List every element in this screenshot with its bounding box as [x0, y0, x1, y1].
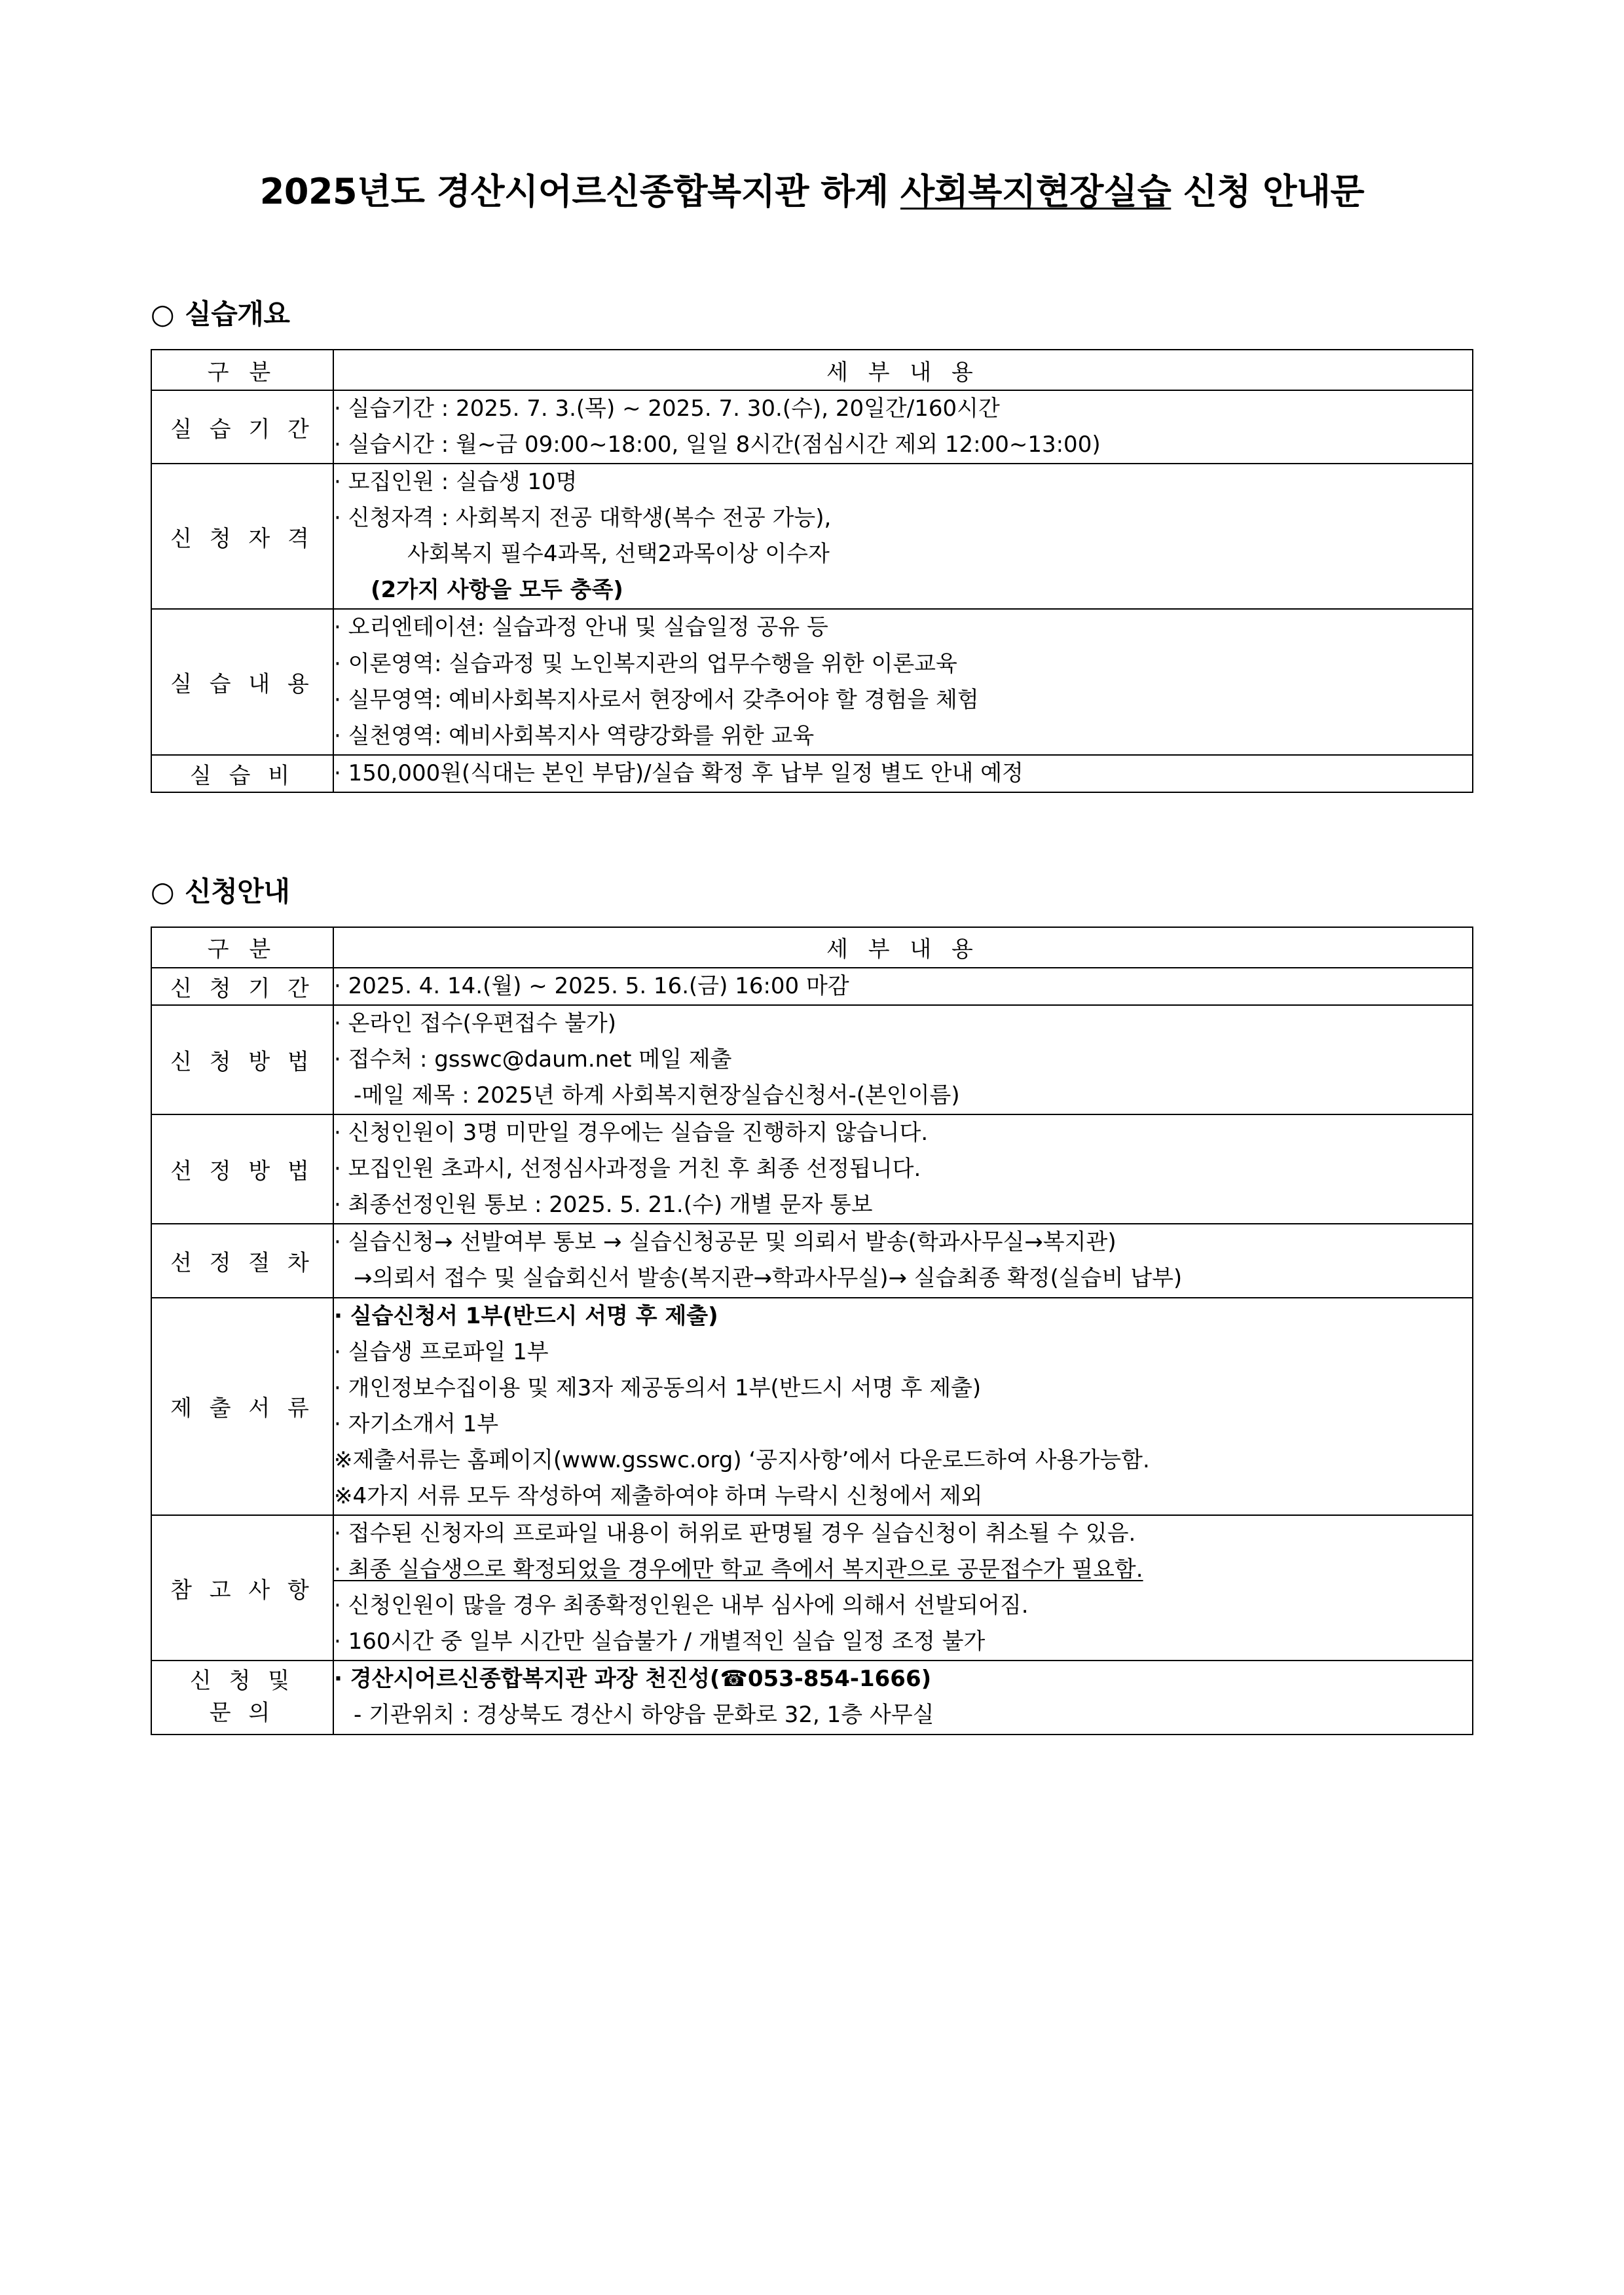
detail-line: · 실습신청→ 선발여부 통보 → 실습신청공문 및 의뢰서 발송(학과사무실→복지관) — [334, 1229, 1116, 1256]
row-detail-content — [333, 609, 1473, 754]
table-row — [151, 1661, 1473, 1734]
detail-line: · 자기소개서 1부 — [334, 1410, 499, 1437]
detail-line: · 온라인 접수(우편접수 불가) — [334, 1010, 617, 1037]
detail-line-address: - 기관위치 : 경상북도 경산시 하양읍 문화로 32, 1층 사무실 — [354, 1702, 934, 1729]
row-label-contact-line1: 신 청 및 — [189, 1668, 295, 1695]
detail-line-email: · 접수처 : gsswc@daum.net 메일 제출 — [334, 1046, 732, 1073]
table-row — [151, 1114, 1473, 1224]
table-header-row — [151, 350, 1473, 390]
detail-line: · 2025. 4. 14.(월) ~ 2025. 5. 16.(금) 16:00 마감 — [334, 972, 849, 999]
header-cell-category: 구 분 — [151, 927, 333, 968]
overview-table — [151, 349, 1473, 793]
section-heading-label: 실습개요 — [185, 298, 290, 330]
table-header-row — [151, 927, 1473, 968]
detail-line: · 150,000원(식대는 본인 부담)/실습 확정 후 납부 일정 별도 안내 예정 — [334, 760, 1024, 786]
header-cell-details: 세 부 내 용 — [333, 927, 1473, 968]
title-underlined: 사회복지현장실습 — [900, 171, 1172, 212]
detail-line: · 실습기간 : 2025. 7. 3.(목) ~ 2025. 7. 30.(수), 20일간/160시간 — [334, 395, 1000, 422]
row-detail-apply-period — [333, 968, 1473, 1005]
row-label-contact — [151, 1661, 333, 1734]
table-row — [151, 755, 1473, 792]
row-label-documents: 제 출 서 류 — [151, 1298, 333, 1515]
table-row — [151, 464, 1473, 609]
row-detail-fee — [333, 755, 1473, 792]
title-prefix: 2025년도 경산시어르신종합복지관 하계 — [259, 171, 900, 212]
detail-line: · 최종선정인원 통보 : 2025. 5. 21.(수) 개별 문자 통보 — [334, 1192, 873, 1219]
table-row — [151, 1224, 1473, 1297]
row-detail-documents — [333, 1298, 1473, 1515]
ring-bullet-icon: ○ — [151, 298, 175, 330]
row-label-fee: 실 습 비 — [151, 755, 333, 792]
detail-line: · 최종 실습생으로 확정되었을 경우에만 학교 측에서 복지관으로 공문접수가 필요함. — [334, 1556, 1143, 1583]
detail-line: →의뢰서 접수 및 실습회신서 발송(복지관→학과사무실)→ 실습최종 확정(실습비 납부) — [354, 1265, 1183, 1292]
detail-line: · 신청인원이 3명 미만일 경우에는 실습을 진행하지 않습니다. — [334, 1120, 929, 1147]
detail-line: · 160시간 중 일부 시간만 실습불가 / 개별적인 실습 일정 조정 불가 — [334, 1628, 986, 1655]
row-detail-notes — [333, 1515, 1473, 1661]
detail-line: 사회복지 필수4과목, 선택2과목이상 이수자 — [407, 541, 830, 568]
row-label-apply-method: 신 청 방 법 — [151, 1005, 333, 1114]
header-cell-details: 세 부 내 용 — [333, 350, 1473, 390]
row-detail-contact — [333, 1661, 1473, 1734]
header-cell-category: 구 분 — [151, 350, 333, 390]
ring-bullet-icon: ○ — [151, 875, 175, 908]
row-label-eligibility: 신 청 자 격 — [151, 464, 333, 609]
row-label-contact-line2: 문 의 — [209, 1700, 276, 1727]
table-row — [151, 1515, 1473, 1661]
table-row — [151, 390, 1473, 464]
section-heading-application — [151, 870, 1473, 909]
detail-line: · 모집인원 : 실습생 10명 — [334, 469, 578, 496]
row-label-notes: 참 고 사 항 — [151, 1515, 333, 1661]
detail-line: · 개인정보수집이용 및 제3자 제공동의서 1부(반드시 서명 후 제출) — [334, 1374, 982, 1401]
detail-line: · 신청자격 : 사회복지 전공 대학생(복수 전공 가능), — [334, 505, 832, 532]
detail-line: · 실습시간 : 월~금 09:00~18:00, 일일 8시간(점심시간 제외 12:00~13:00) — [334, 431, 1101, 458]
section-heading-label: 신청안내 — [185, 875, 290, 908]
application-table — [151, 927, 1473, 1735]
detail-line: · 실습신청서 1부(반드시 서명 후 제출) — [334, 1302, 718, 1329]
row-detail-selection-method — [333, 1114, 1473, 1224]
table-row — [151, 1298, 1473, 1515]
detail-line-note: ※제출서류는 홈페이지(www.gsswc.org) ‘공지사항’에서 다운로드하여 사용가능함. — [334, 1446, 1150, 1473]
row-detail-selection-process — [333, 1224, 1473, 1297]
table-row — [151, 609, 1473, 754]
detail-line: · 신청인원이 많을 경우 최종확정인원은 내부 심사에 의해서 선발되어짐. — [334, 1592, 1029, 1619]
row-label-apply-period: 신 청 기 간 — [151, 968, 333, 1005]
detail-line: · 실무영역: 예비사회복지사로서 현장에서 갖추어야 할 경험을 체험 — [334, 686, 979, 713]
row-detail-period — [333, 390, 1473, 464]
row-label-content: 실 습 내 용 — [151, 609, 333, 754]
detail-line: · 오리엔테이션: 실습과정 안내 및 실습일정 공유 등 — [334, 614, 828, 641]
detail-line: · 실습생 프로파일 1부 — [334, 1338, 549, 1365]
detail-line: -메일 제목 : 2025년 하계 사회복지현장실습신청서-(본인이름) — [354, 1082, 960, 1109]
section-heading-overview — [151, 293, 1473, 332]
row-detail-apply-method — [333, 1005, 1473, 1114]
detail-line: · 모집인원 초과시, 선정심사과정을 거친 후 최종 선정됩니다. — [334, 1156, 921, 1183]
page-title — [151, 164, 1473, 214]
title-suffix: 신청 안내문 — [1171, 171, 1365, 212]
detail-line: · 접수된 신청자의 프로파일 내용이 허위로 판명될 경우 실습신청이 취소될 수 있음. — [334, 1520, 1136, 1547]
row-label-selection-method: 선 정 방 법 — [151, 1114, 333, 1224]
table-row — [151, 1005, 1473, 1114]
row-label-selection-process: 선 정 절 차 — [151, 1224, 333, 1297]
detail-line-note: ※4가지 서류 모두 작성하여 제출하여야 하며 누락시 신청에서 제외 — [334, 1482, 983, 1509]
row-label-period: 실 습 기 간 — [151, 390, 333, 464]
detail-line: (2가지 사항을 모두 충족) — [371, 577, 623, 604]
detail-line: · 이론영역: 실습과정 및 노인복지관의 업무수행을 위한 이론교육 — [334, 650, 957, 677]
table-row — [151, 968, 1473, 1005]
detail-line-phone: · 경산시어르신종합복지관 과장 천진성(☎053-854-1666) — [334, 1666, 932, 1693]
row-detail-eligibility — [333, 464, 1473, 609]
detail-line: · 실천영역: 예비사회복지사 역량강화를 위한 교육 — [334, 722, 815, 749]
